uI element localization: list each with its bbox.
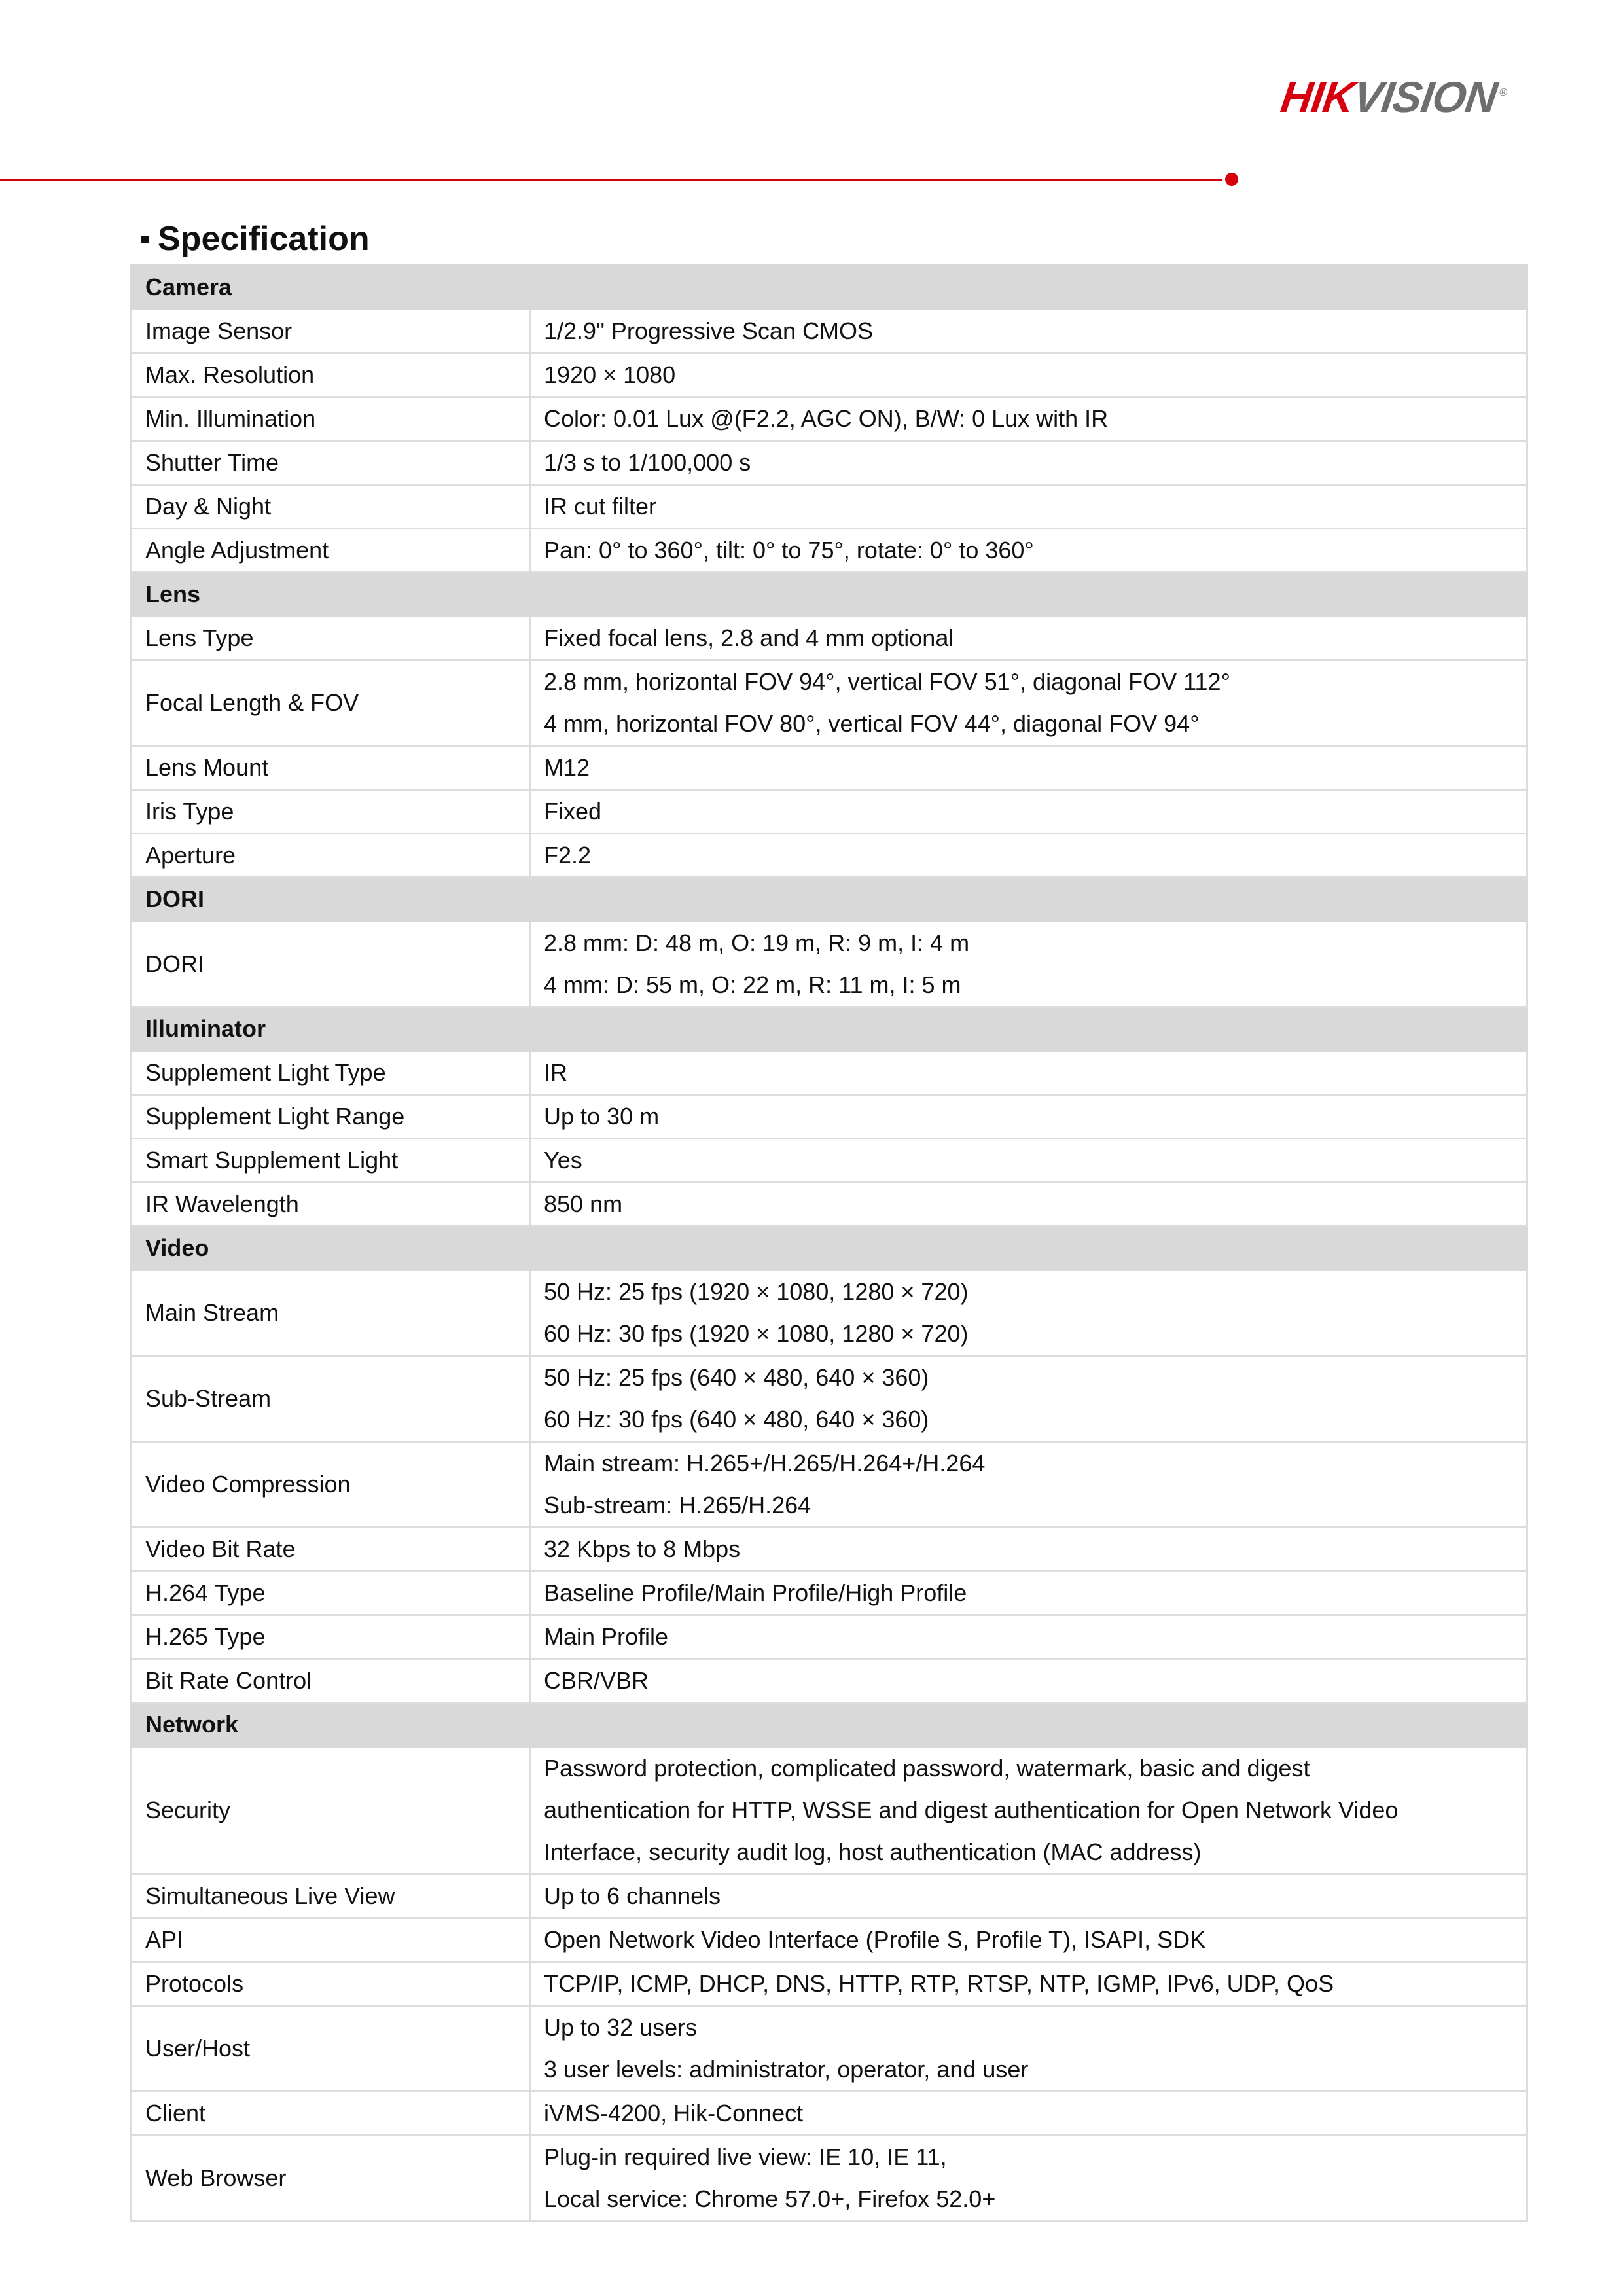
spec-value-line: 50 Hz: 25 fps (640 × 480, 640 × 360) [544,1364,929,1391]
spec-value-line: 1/3 s to 1/100,000 s [544,449,751,476]
spec-label: Protocols [132,1962,530,2006]
spec-value [530,2092,1527,2136]
section-header-row [132,878,1527,922]
spec-row [132,441,1527,485]
spec-value [530,1183,1527,1227]
spec-value-line: Yes [544,1147,582,1174]
spec-value [530,485,1527,529]
spec-row [132,529,1527,573]
spec-label: Main Stream [132,1270,530,1356]
spec-value [530,660,1527,746]
spec-row [132,1442,1527,1528]
spec-label: API [132,1918,530,1962]
header-divider-dot [1225,173,1238,186]
spec-label: Min. Illumination [132,397,530,441]
spec-row [132,485,1527,529]
section-header: Camera [132,266,1527,310]
spec-label: Lens Type [132,617,530,660]
spec-row [132,1051,1527,1095]
spec-value [530,834,1527,878]
spec-value [530,790,1527,834]
spec-label: Lens Mount [132,746,530,790]
spec-value-line: 4 mm, horizontal FOV 80°, vertical FOV 44°, diagonal FOV 94° [544,710,1200,737]
spec-value-line: authentication for HTTP, WSSE and digest authentication for Open Network Video [544,1797,1399,1823]
spec-row [132,2092,1527,2136]
spec-value [530,922,1527,1007]
spec-row [132,1874,1527,1918]
spec-row [132,1659,1527,1703]
spec-label: Client [132,2092,530,2136]
logo-part-hik: HIK [1277,73,1357,121]
spec-label: DORI [132,922,530,1007]
spec-value [530,746,1527,790]
spec-value-line: Interface, security audit log, host authentication (MAC address) [544,1839,1202,1865]
spec-row [132,1615,1527,1659]
spec-row [132,2136,1527,2221]
spec-value-line: 1920 × 1080 [544,361,676,388]
spec-value [530,310,1527,353]
section-header-row [132,1227,1527,1270]
spec-value-line: 850 nm [544,1191,623,1217]
spec-value-line: IR [544,1059,567,1086]
section-header-row [132,1007,1527,1051]
spec-row [132,1918,1527,1962]
spec-value-line: 1/2.9" Progressive Scan CMOS [544,317,873,344]
spec-value [530,1918,1527,1962]
spec-label: IR Wavelength [132,1183,530,1227]
spec-row [132,834,1527,878]
spec-row [132,1183,1527,1227]
spec-value [530,2006,1527,2092]
spec-label: Image Sensor [132,310,530,353]
spec-value-line: Main Profile [544,1623,669,1650]
section-header-row [132,573,1527,617]
hikvision-logo [1277,73,1509,121]
spec-label: User/Host [132,2006,530,2092]
square-bullet-icon [141,236,149,243]
spec-label: Video Compression [132,1442,530,1528]
section-header: Lens [132,573,1527,617]
spec-label: H.265 Type [132,1615,530,1659]
spec-value [530,1874,1527,1918]
section-header: Network [132,1703,1527,1747]
spec-label: Security [132,1747,530,1874]
spec-value [530,1747,1527,1874]
spec-label: Smart Supplement Light [132,1139,530,1183]
spec-value-line: Fixed focal lens, 2.8 and 4 mm optional [544,624,954,651]
logo-part-vision: VISION [1350,73,1500,121]
spec-value-line: Password protection, complicated password, watermark, basic and digest [544,1755,1310,1782]
spec-label: Simultaneous Live View [132,1874,530,1918]
spec-label: Day & Night [132,485,530,529]
spec-value [530,1962,1527,2006]
spec-value-line: 2.8 mm, horizontal FOV 94°, vertical FOV 51°, diagonal FOV 112° [544,668,1230,695]
spec-value [530,353,1527,397]
specification-table [130,264,1528,2222]
page-title [141,216,370,262]
spec-value-line: CBR/VBR [544,1667,649,1694]
page-title-text: Specification [158,220,370,258]
spec-label: Supplement Light Range [132,1095,530,1139]
spec-row [132,353,1527,397]
spec-value [530,1095,1527,1139]
spec-value-line: Pan: 0° to 360°, tilt: 0° to 75°, rotate: 0° to 360° [544,537,1034,564]
registered-mark: ® [1499,87,1508,98]
spec-value [530,1659,1527,1703]
spec-value [530,1442,1527,1528]
spec-value-line: Up to 32 users [544,2014,698,2041]
spec-row [132,790,1527,834]
spec-label: Supplement Light Type [132,1051,530,1095]
spec-row [132,617,1527,660]
spec-row [132,1270,1527,1356]
spec-value [530,1139,1527,1183]
spec-row [132,1962,1527,2006]
spec-value [530,397,1527,441]
spec-value-line: Open Network Video Interface (Profile S, Profile T), ISAPI, SDK [544,1926,1206,1953]
spec-value-line: 60 Hz: 30 fps (640 × 480, 640 × 360) [544,1406,929,1433]
spec-value-line: Up to 6 channels [544,1882,721,1909]
spec-value-line: iVMS-4200, Hik-Connect [544,2100,804,2126]
spec-value-line: IR cut filter [544,493,657,520]
spec-row [132,2006,1527,2092]
spec-value-line: 2.8 mm: D: 48 m, O: 19 m, R: 9 m, I: 4 m [544,929,970,956]
section-header-row [132,266,1527,310]
spec-label: Video Bit Rate [132,1528,530,1571]
spec-value [530,529,1527,573]
spec-label: Web Browser [132,2136,530,2221]
spec-row [132,1356,1527,1442]
spec-value-line: Plug-in required live view: IE 10, IE 11, [544,2144,947,2170]
spec-label: Focal Length & FOV [132,660,530,746]
spec-value-line: 32 Kbps to 8 Mbps [544,1535,741,1562]
section-header-row [132,1703,1527,1747]
spec-value-line: F2.2 [544,842,592,869]
spec-value [530,441,1527,485]
spec-value [530,1615,1527,1659]
spec-row [132,660,1527,746]
header-divider-line [0,179,1222,181]
spec-value [530,1571,1527,1615]
spec-value [530,1356,1527,1442]
spec-value [530,617,1527,660]
spec-row [132,397,1527,441]
spec-value-line: TCP/IP, ICMP, DHCP, DNS, HTTP, RTP, RTSP, NTP, IGMP, IPv6, UDP, QoS [544,1970,1334,1997]
spec-value-line: 4 mm: D: 55 m, O: 22 m, R: 11 m, I: 5 m [544,971,961,998]
spec-value-line: Fixed [544,798,602,825]
spec-row [132,746,1527,790]
spec-value [530,1528,1527,1571]
specification-table-body [132,266,1527,2221]
spec-row [132,1747,1527,1874]
spec-row [132,1528,1527,1571]
spec-value-line: Sub-stream: H.265/H.264 [544,1492,812,1518]
spec-label: Bit Rate Control [132,1659,530,1703]
spec-value-line: Main stream: H.265+/H.265/H.264+/H.264 [544,1450,986,1477]
spec-row [132,922,1527,1007]
spec-label: Max. Resolution [132,353,530,397]
spec-value-line: 3 user levels: administrator, operator, and user [544,2056,1029,2083]
spec-label: Sub-Stream [132,1356,530,1442]
spec-value-line: 50 Hz: 25 fps (1920 × 1080, 1280 × 720) [544,1278,969,1305]
spec-value-line: Up to 30 m [544,1103,660,1130]
spec-value [530,1051,1527,1095]
section-header: Video [132,1227,1527,1270]
spec-value-line: M12 [544,754,590,781]
spec-label: Shutter Time [132,441,530,485]
spec-row [132,1095,1527,1139]
spec-label: Iris Type [132,790,530,834]
spec-value-line: 60 Hz: 30 fps (1920 × 1080, 1280 × 720) [544,1320,969,1347]
spec-label: Aperture [132,834,530,878]
spec-value-line: Local service: Chrome 57.0+, Firefox 52.0+ [544,2185,996,2212]
spec-value [530,1270,1527,1356]
spec-label: Angle Adjustment [132,529,530,573]
spec-value-line: Color: 0.01 Lux @(F2.2, AGC ON), B/W: 0 Lux with IR [544,405,1109,432]
spec-row [132,310,1527,353]
spec-value-line: Baseline Profile/Main Profile/High Profile [544,1579,967,1606]
spec-row [132,1571,1527,1615]
spec-row [132,1139,1527,1183]
section-header: Illuminator [132,1007,1527,1051]
spec-label: H.264 Type [132,1571,530,1615]
section-header: DORI [132,878,1527,922]
spec-value [530,2136,1527,2221]
